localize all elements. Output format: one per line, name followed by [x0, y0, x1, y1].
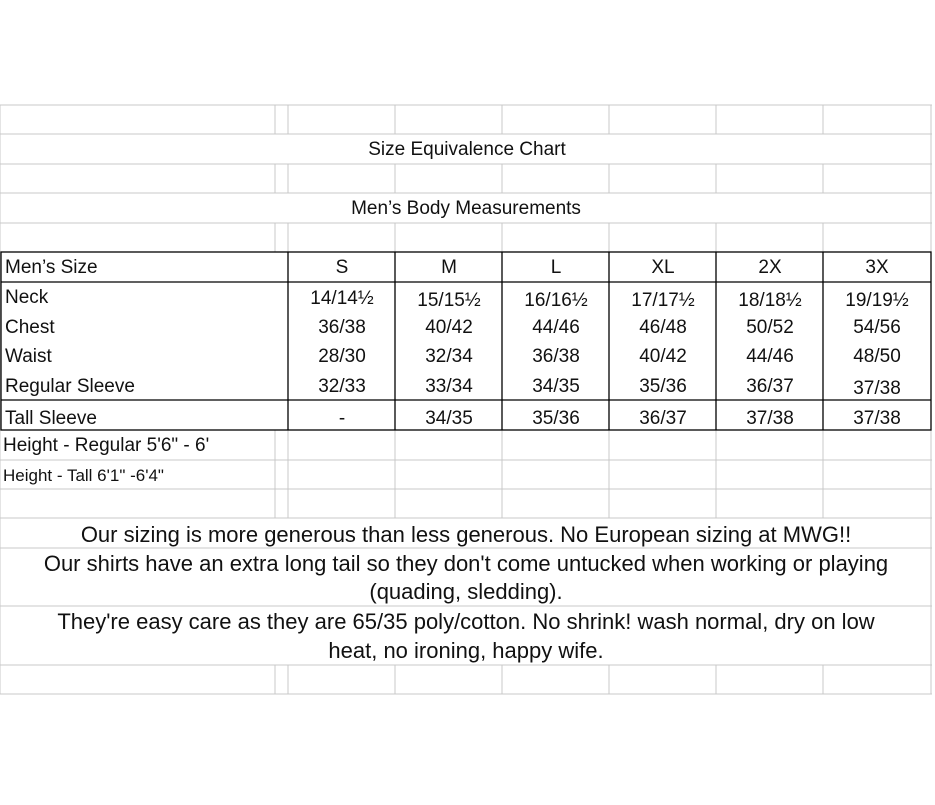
table-cell: 17/17½ — [631, 290, 695, 311]
table-cell: 32/34 — [425, 346, 473, 367]
table-cell: 19/19½ — [845, 290, 909, 311]
table-cell: 34/35 — [532, 376, 580, 397]
table-cell: 50/52 — [746, 317, 794, 338]
height-regular: Height - Regular 5'6" - 6' — [3, 435, 210, 456]
row-label-chest: Chest — [5, 317, 55, 338]
table-cell: 54/56 — [853, 317, 901, 338]
table-cell: 44/46 — [532, 317, 580, 338]
size-header: L — [550, 257, 562, 278]
size-header: XL — [651, 257, 675, 278]
table-cell: 37/38 — [853, 378, 901, 399]
table-cell: 16/16½ — [524, 290, 588, 311]
row-label-regular-sleeve: Regular Sleeve — [5, 376, 135, 397]
note-long-tail: Our shirts have an extra long tail so they don't come untucked when working or playing — [43, 551, 889, 576]
table-cell: - — [338, 408, 346, 429]
table-cell: 18/18½ — [738, 290, 802, 311]
row-label-neck: Neck — [5, 287, 49, 308]
table-cell: 37/38 — [746, 408, 794, 429]
note-sizing: Our sizing is more generous than less generous. No European sizing at MWG!! — [80, 522, 852, 547]
row-label-waist: Waist — [5, 346, 52, 367]
table-cell: 44/46 — [746, 346, 794, 367]
chart-title: Size Equivalence Chart — [368, 139, 566, 160]
table-cell: 40/42 — [425, 317, 473, 338]
table-cell: 34/35 — [425, 408, 473, 429]
height-tall: Height - Tall 6'1" -6'4" — [3, 466, 164, 485]
size-table-borders — [1, 252, 931, 430]
table-cell: 35/36 — [639, 376, 687, 397]
size-header: M — [441, 257, 457, 278]
size-header: S — [335, 257, 349, 278]
table-cell: 46/48 — [639, 317, 687, 338]
header-size-label: Men’s Size — [5, 257, 98, 278]
table-cell: 48/50 — [853, 346, 901, 367]
table-cell: 28/30 — [318, 346, 366, 367]
table-cell: 36/37 — [746, 376, 794, 397]
chart-subtitle: Men’s Body Measurements — [351, 198, 581, 219]
note-easy-care: They're easy care as they are 65/35 poly/cotton. No shrink! wash normal, dry on low — [57, 609, 875, 634]
table-cell: 37/38 — [853, 408, 901, 429]
table-cell: 14/14½ — [310, 288, 374, 309]
table-cell: 40/42 — [639, 346, 687, 367]
row-label-tall-sleeve: Tall Sleeve — [5, 408, 97, 429]
table-cell: 36/37 — [639, 408, 687, 429]
table-cell: 35/36 — [532, 408, 580, 429]
table-cell: 36/38 — [318, 317, 366, 338]
table-cell: 32/33 — [318, 376, 366, 397]
table-cell: 15/15½ — [417, 290, 481, 311]
size-header: 2X — [758, 257, 782, 278]
table-cell: 36/38 — [532, 346, 580, 367]
size-header: 3X — [865, 257, 889, 278]
table-cell: 33/34 — [425, 376, 473, 397]
note-long-tail-cont: (quading, sledding). — [369, 579, 563, 604]
note-easy-care-cont: heat, no ironing, happy wife. — [328, 638, 604, 663]
